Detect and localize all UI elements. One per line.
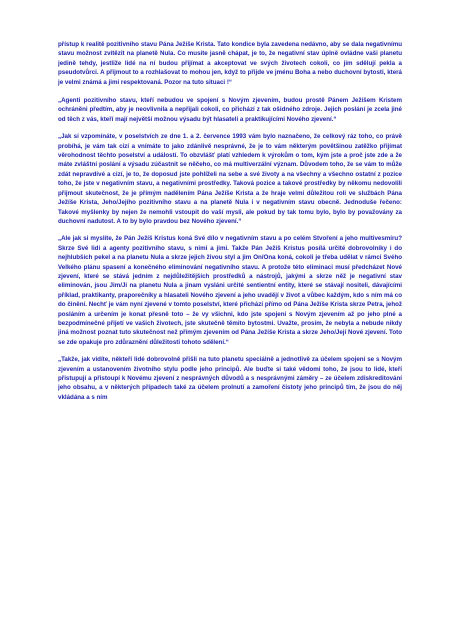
paragraph-5: „Takže, jak vidíte, někteří lidé dobrovolně přišli na tuto planetu speciálně a jednotlivě za účelem spojení se s Novým zjevením a ustanovením životního stylu podle jeho principů. Ale buďte si také vědomi toho, že jsou to lidé, kteří přistupují a přistoupí k Novému zjevení z nesprávných důvodů a s nesprávnými záměry – ze účelem zdiskreditování jeho obsahu, a v některých případech také za účelem prolnutí a zamoření čistoty jeho principů tím, že jsou do něj vkládána a s ním <box>58 356 402 401</box>
paragraph-1: přístup k realitě pozitivního stavu Pána Ježíše Krista. Tato kondice byla zavedena nedávno, aby se dala negativnímu stavu možnost zvítězit na planetě Nula. Co musíte jasně chápat, je to, že negativní stav úplně ovládne vaši planetu jedině tehdy, jestliže lidé na ní budou přijímat a akceptovat ve svých životech cokoli, co jim sdělují pekla a pseudotvůrci. A přijmout to a rozhlašovat to mohou jen, když to přijde ve jménu Boha a nebo duchovní bytosti, která je velmi známá a jimi respektovaná. Pozor na tuto situaci !“ <box>58 41 402 86</box>
paragraph-4: „Ale jak si myslíte, že Pán Ježíš Kristus koná Své dílo v negativním stavu a po celém Stvoření a jeho multivesmíru? Skrze Své lidi a agenty pozitivního stavu, s nimi a jimi. Takže Pán Ježíš Kristus posílá určité dobrovolníky i do nejhlubších pekel a na planetu Nula a skrze jejich živou styl a jim On/Ona koná, cokoli je třeba udělat v rámci Svého Velkého plánu spasení a konečného eliminování negativního stavu. A protože této eliminaci musí předcházet Nové zjevení, které se stává jedním z nejdůležitějších prostředků a nástrojů, jakými a skrze něž je negativní stav eliminován, jsou Jim/Ji na planetu Nula a jinam vysláni určité sentientní entity, které se stávají nositeli, dávajícími příklad, praktikanty, praporečníky a hlasateli Nového zjevení a jeho uvadějí v život a vůbec každým, kdo s ním má co do činění. Nechť je vám nyní zjevené v tomto poselství, které přichází přímo od Pána Ježíše Krista skrze Petra, jehož posláním a určením je konat přesně toto – že vy všichni, kdo jste spojeni s Novým zjevením až po jeho plné a bezpodmínečné přijetí ve vašich životech, jste skutečně těmito bytostmi. Uvažte, prosím, že nebyla a nebude nikdy jiná možnost poznat tuto skutečnost než přímým zjevením od Pána Ježíše Krista a skrze Jeho/Její Nové zjevení. Toto se zde opakuje pro zdůraznění důležitosti tohoto sdělení.“ <box>58 235 402 346</box>
paragraph-3: „Jak si vzpomínáte, v poselstvích ze dne 1. a 2. července 1993 vám bylo naznačeno, že celkový ráz toho, co právě probíhá, je vám tak cizí a vnímáte to jako zdánlivě nesprávné, že je to vám některým povětšinou zatěžko přijímat věrohodnost těchto poselství a událostí. To obzvlášť platí vzhledem k výrokům o tom, kým jste a proč jste zde a že máte zvláštní poslání a výsadu zúčastnit se něčeho, co má multiverzální význam. Důvodem toho, že se vám to může zdát nepravdivé a cizí, je to, že doposud jste pohlíželi na sebe a své životy a na všechny a všechno ostatní z pozice toho, že jste v negativním stavu, a negativními prostředky. Taková pozice a takové prostředky by někomu nedovolili přijmout skutečnost, že je přímým nadělením Pána Ježíše Krista a že hraje velmi důležitou roli ve službách Pána Ježíše Krista, Jeho/Jejího pozitivního stavu a na planetě Nula i v negativním stavu obecně. Jednoduše řečeno: Takové myšlenky by nejen že nemohli vstoupit do vaší mysli, ale pokud by tak tomu bylo, bylo by považovány za duchovní nadutost. A to by bylo pravdou bez Nového zjevení.“ <box>58 133 402 225</box>
document-page <box>58 40 402 630</box>
paragraph-2: „Agenti pozitivního stavu, kteří nebudou ve spojení s Novým zjevením, budou prostě Pánem Ježíšem Kristem ochráněni předtím, aby je neovlivnila a nepřijali cokoli, co přichází z tak ošidného zdroje. Jejich poslání je zcela jiné od těch z vás, kteří mají největší možnou výsadu být hlasateli a praktikujícími Nového zjevení.“ <box>58 97 402 123</box>
